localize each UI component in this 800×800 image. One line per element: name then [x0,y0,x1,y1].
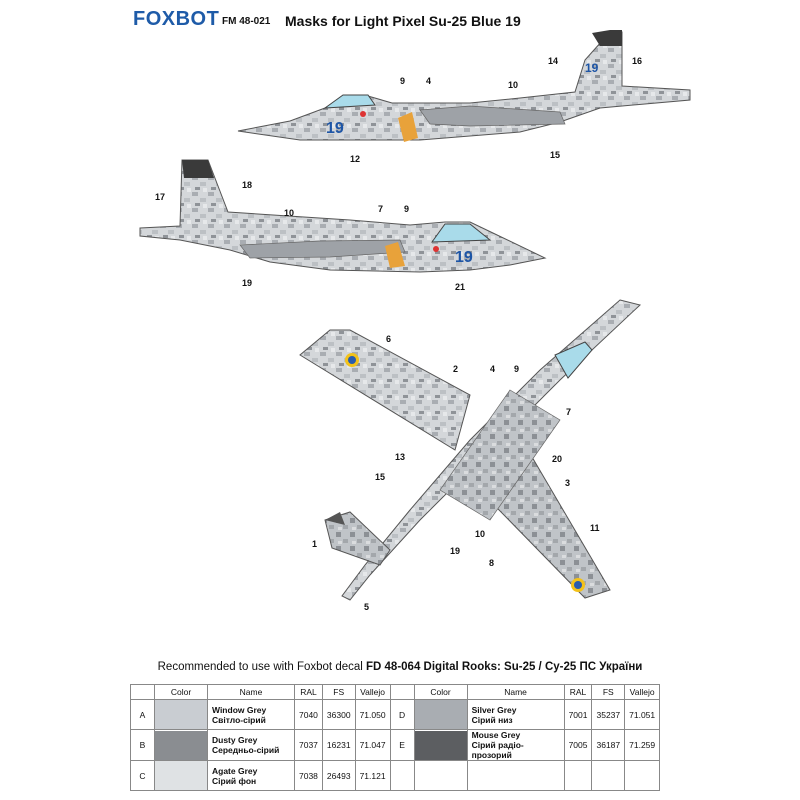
vallejo-value: 71.051 [625,700,660,730]
recommended-decal: FD 48-064 Digital Rooks: Su-25 / Су-25 ПС України [366,661,643,673]
name-en: Mouse Grey [471,730,521,740]
color-name [208,730,295,761]
plan-view [300,300,640,600]
color-name [467,700,564,730]
brand-logo: FOXBOT [133,8,220,30]
color-name [467,730,564,761]
row-letter: E [390,730,414,761]
name-ua: Сірий фон [212,775,257,786]
ral-value: 7001 [564,700,592,730]
callout: 4 [490,364,496,374]
name-ua: Сірий радіо-прозорий [471,740,524,760]
callout: 17 [155,192,166,202]
callout: 8 [489,558,495,568]
row-letter: D [390,700,414,730]
header-color: Color [155,685,208,700]
callout: 16 [632,56,643,66]
callout: 15 [375,472,386,482]
header-ral: RAL [564,685,592,700]
header-empty [390,685,414,700]
callout: 18 [242,180,253,190]
callout: 12 [350,154,361,164]
color-swatch [155,731,207,760]
row-letter: B [131,730,155,761]
callout: 9 [404,204,410,214]
side-view-top [238,30,690,142]
header-name: Name [467,685,564,700]
table-row [131,700,660,730]
callout: 20 [552,454,563,464]
callout: 3 [565,478,571,488]
recommendation-line [0,661,800,673]
callout: 7 [566,407,572,417]
fs-value: 36300 [322,700,355,730]
product-code: FM 48-021 [222,16,271,27]
callout: 15 [550,150,561,160]
color-swatch [415,700,467,729]
name-en: Agate Grey [212,765,258,776]
header-empty [131,685,155,700]
callout: 6 [386,334,392,344]
tail-number-2: 19 [455,249,473,266]
callout: 11 [590,523,600,533]
color-name [208,700,295,730]
vallejo-value: 71.121 [355,761,390,791]
color-swatch [415,731,467,760]
header-name: Name [208,685,295,700]
callout: 2 [453,364,459,374]
ral-value: 7038 [295,761,323,791]
table-header-row [131,685,660,700]
vallejo-value: 71.050 [355,700,390,730]
fs-value: 26493 [322,761,355,791]
callout: 19 [450,546,461,556]
tail-number: 19 [326,120,344,137]
callout: 10 [475,529,486,539]
callout: 9 [400,76,406,86]
callout: 10 [508,80,519,90]
header-fs: FS [322,685,355,700]
color-name [208,761,295,791]
callout: 5 [364,602,370,612]
vallejo-value: 71.047 [355,730,390,761]
color-table [130,684,660,791]
vallejo-value: 71.259 [625,730,660,761]
color-swatch [415,761,467,790]
name-ua: Сірий низ [471,714,513,725]
ral-value [564,761,592,791]
fs-value: 16231 [322,730,355,761]
header-fs: FS [592,685,625,700]
callout: 9 [514,364,520,374]
row-letter [390,761,414,791]
ral-value: 7037 [295,730,323,761]
callout: 1 [312,539,318,549]
callout: 13 [395,452,406,462]
fin-number: 19 [585,61,599,75]
recommendation-prefix: Recommended to use with Foxbot decal [157,661,367,673]
side-view-bottom [140,160,545,272]
fs-value: 35237 [592,700,625,730]
fs-value [592,761,625,791]
color-swatch [155,761,207,790]
color-name [467,761,564,791]
name-en: Silver Grey [471,704,517,715]
header-vallejo: Vallejo [355,685,390,700]
callout: 14 [548,56,559,66]
color-swatch [155,700,207,729]
callout: 21 [455,282,466,292]
name-ua: Світло-сірий [212,714,266,725]
callout: 10 [284,208,295,218]
table-row [131,730,660,761]
fs-value: 36187 [592,730,625,761]
callout: 19 [242,278,253,288]
ral-value: 7040 [295,700,323,730]
table-row [131,761,660,791]
row-letter: A [131,700,155,730]
callout: 4 [426,76,432,86]
name-en: Window Grey [212,704,267,715]
name-en: Dusty Grey [212,735,258,745]
header-ral: RAL [295,685,323,700]
header-color: Color [414,685,467,700]
vallejo-value [625,761,660,791]
page-title: Masks for Light Pixel Su-25 Blue 19 [285,13,521,29]
row-letter: C [131,761,155,791]
ral-value: 7005 [564,730,592,761]
name-ua: Середньо-сірий [212,745,280,755]
callout: 7 [378,204,384,214]
header-vallejo: Vallejo [625,685,660,700]
